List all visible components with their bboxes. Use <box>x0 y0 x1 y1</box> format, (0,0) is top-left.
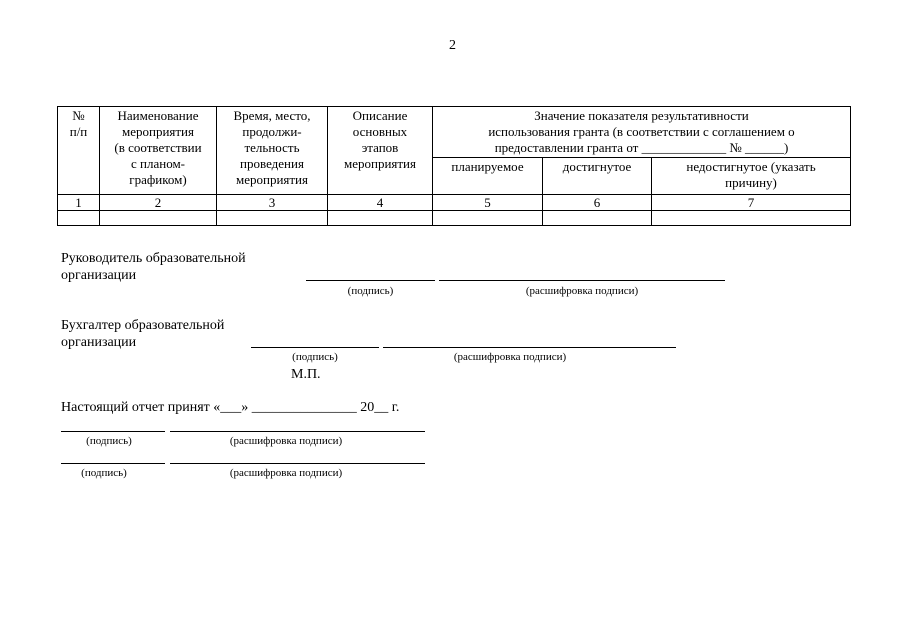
accountant-signature-line[interactable] <box>251 347 379 348</box>
header-description: Описание основных этапов мероприятия <box>328 107 433 195</box>
header-indicator: Значение показателя результативности использования гранта (в соответствии с соглашением о предоставлении гранта от _____________ № ______) <box>433 107 851 158</box>
header-time-place: Время, место, продолжи- тельность проведения мероприятия <box>217 107 328 195</box>
column-number: 2 <box>100 195 217 211</box>
accountant-label: Бухгалтер образовательной организации <box>61 318 225 350</box>
acceptor1-decoding-caption: (расшифровка подписи) <box>229 435 343 447</box>
accepted-text: Настоящий отчет принят «___» _______________ 20__ г. <box>61 400 400 415</box>
acceptor2-signature-caption: (подпись) <box>81 467 127 479</box>
accountant-decoding-caption: (расшифровка подписи) <box>453 351 567 363</box>
acceptor1-decoding-line[interactable] <box>170 431 425 432</box>
table-row <box>58 211 851 226</box>
column-number: 7 <box>652 195 851 211</box>
acceptor2-signature-line[interactable] <box>61 463 165 464</box>
header-num: № п/п <box>58 107 100 195</box>
column-number: 5 <box>433 195 543 211</box>
acceptor1-signature-caption: (подпись) <box>86 435 132 447</box>
stamp-label: М.П. <box>291 367 321 382</box>
table-cell[interactable] <box>58 211 100 226</box>
head-signature-line[interactable] <box>306 280 435 281</box>
table-cell[interactable] <box>433 211 543 226</box>
table-cell[interactable] <box>217 211 328 226</box>
head-decoding-line[interactable] <box>439 280 725 281</box>
table-cell[interactable] <box>652 211 851 226</box>
head-signature-caption: (подпись) <box>347 285 394 297</box>
head-label: Руководитель образовательной организации <box>61 251 246 283</box>
accountant-decoding-line[interactable] <box>383 347 676 348</box>
header-planned: планируемое <box>433 158 543 195</box>
table-cell[interactable] <box>328 211 433 226</box>
acceptor2-decoding-line[interactable] <box>170 463 425 464</box>
table-row <box>58 195 851 211</box>
table-cell[interactable] <box>100 211 217 226</box>
column-number: 4 <box>328 195 433 211</box>
accountant-signature-caption: (подпись) <box>292 351 338 363</box>
acceptor1-signature-line[interactable] <box>61 431 165 432</box>
page-number: 2 <box>449 38 456 53</box>
column-number: 6 <box>543 195 652 211</box>
column-number: 3 <box>217 195 328 211</box>
header-achieved: достигнутое <box>543 158 652 195</box>
column-number: 1 <box>58 195 100 211</box>
head-decoding-caption: (расшифровка подписи) <box>525 285 639 297</box>
acceptor2-decoding-caption: (расшифровка подписи) <box>229 467 343 479</box>
report-table <box>57 106 851 226</box>
header-not-achieved: недостигнутое (указать причину) <box>652 158 851 195</box>
table-cell[interactable] <box>543 211 652 226</box>
header-event-name: Наименование мероприятия (в соответствии с планом- графиком) <box>100 107 217 195</box>
